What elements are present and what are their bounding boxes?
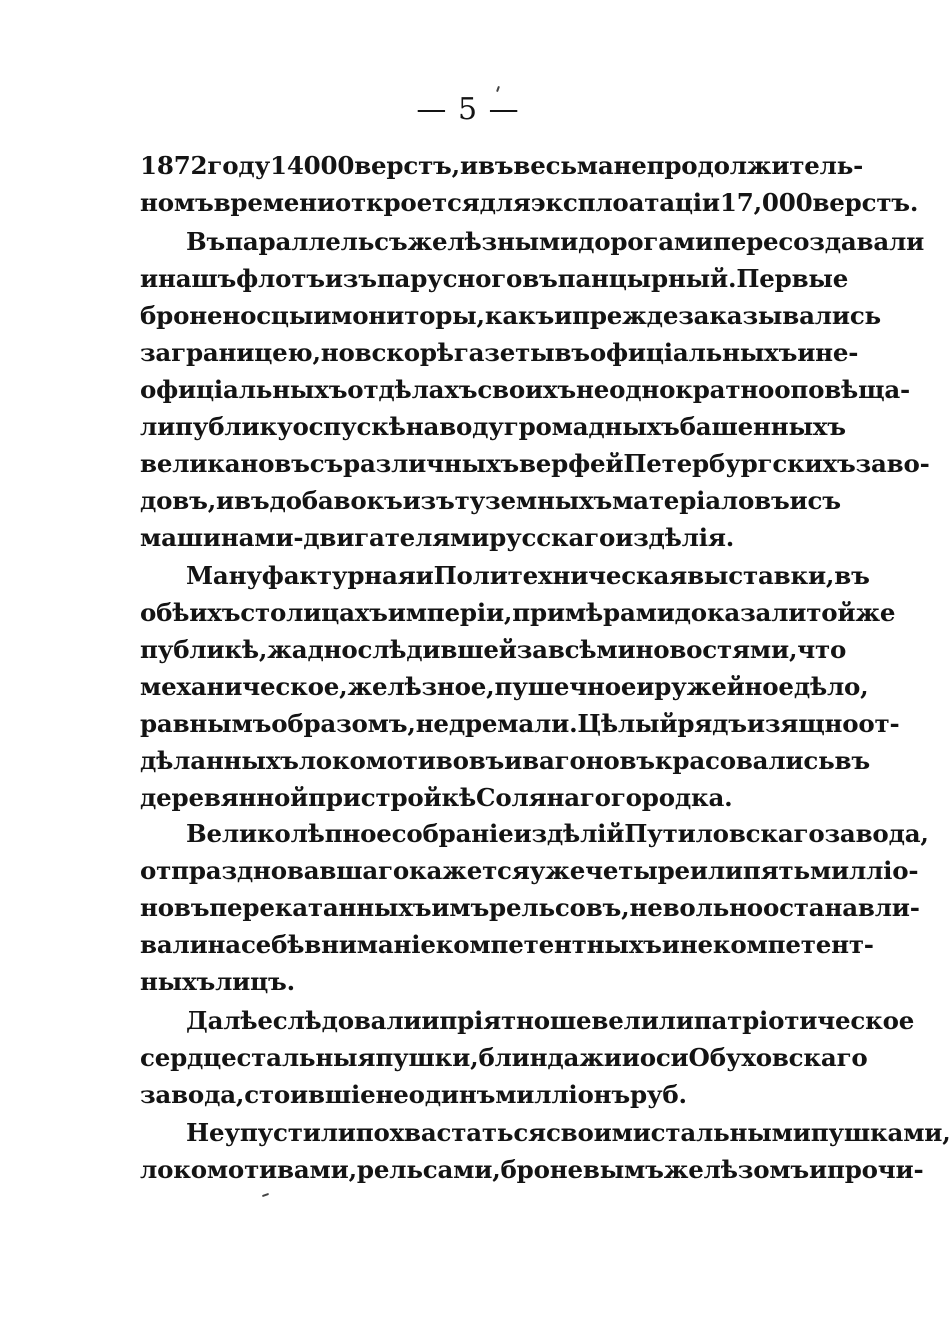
text-line [140, 557, 870, 594]
word: ли [140, 412, 176, 441]
text-line [140, 223, 925, 260]
word: перекатанныхъ [209, 893, 432, 922]
word: дорогами [578, 227, 713, 256]
word: заво- [855, 449, 930, 478]
word: башенныхъ [679, 412, 846, 441]
word: обѣихъ [140, 598, 241, 627]
word: Петербургскихъ [623, 449, 856, 478]
word: въ [234, 486, 270, 515]
word: милліо- [809, 856, 919, 885]
word: останавли- [762, 893, 920, 922]
word: своими [545, 1118, 651, 1147]
word: границею, [171, 338, 321, 367]
word: для [479, 188, 531, 217]
text-line [140, 445, 930, 482]
word: панцырный. [557, 264, 737, 293]
word: мониторы, [331, 301, 485, 330]
word: одинъ [408, 1080, 496, 1109]
word: или [689, 856, 743, 885]
word: великановъ [140, 449, 310, 478]
paragraph-5 [140, 1002, 915, 1113]
text-line [140, 184, 919, 221]
word: на [207, 930, 241, 959]
word: изящно [746, 709, 859, 738]
word: публику [175, 412, 293, 441]
word: локомотивами, [140, 1155, 357, 1184]
word: жадно [267, 635, 358, 664]
word: уже [529, 856, 586, 885]
word: пушками, [810, 1118, 951, 1147]
word: милліонъ [495, 1080, 630, 1109]
word: дремали. [448, 709, 578, 738]
text-line [140, 260, 849, 297]
word: новостями, [635, 635, 798, 664]
word: руб. [629, 1080, 687, 1109]
word: матеріаловъ [612, 486, 790, 515]
word: верстъ. [812, 188, 919, 217]
word: вскорѣ [354, 338, 454, 367]
word: себѣ [240, 930, 305, 959]
word: желѣзное, [347, 672, 495, 701]
word: оси [639, 1043, 689, 1072]
word: съ [807, 486, 841, 515]
word: флотъ [236, 264, 325, 293]
paragraph-1 [140, 147, 919, 221]
word: въ [477, 151, 514, 180]
word: лицъ. [215, 967, 295, 996]
word: въ [834, 746, 870, 775]
word: вагоновъ [522, 746, 655, 775]
word: въ [834, 561, 870, 590]
word: верстъ, [354, 151, 460, 180]
word: не [679, 930, 713, 959]
text-line [140, 631, 847, 668]
paragraph-4 [140, 815, 929, 1000]
paragraph-6 [140, 1114, 951, 1188]
word: компетентныхъ [435, 930, 662, 959]
word: и [415, 561, 434, 590]
word: броневымъ [500, 1155, 664, 1184]
word: новъ [140, 893, 210, 922]
word: имъ [431, 893, 490, 922]
word: от- [858, 709, 900, 738]
word: рельсовъ, [489, 893, 630, 922]
word: же [855, 598, 896, 627]
word: той [806, 598, 856, 627]
word: четыре [585, 856, 690, 885]
word: изъ [324, 264, 377, 293]
word: номъ [140, 188, 214, 217]
word: выставки, [687, 561, 835, 590]
word: о [292, 412, 309, 441]
text-line [140, 334, 859, 371]
word: въ [522, 264, 558, 293]
text-line [140, 1002, 915, 1039]
word: газеты [453, 338, 555, 367]
word: Не [186, 1118, 225, 1147]
word: красовались [654, 746, 835, 775]
word: рядъ [677, 709, 747, 738]
word: за [516, 635, 548, 664]
word: спускѣ [308, 412, 406, 441]
word: Мануфактурная [186, 561, 416, 590]
word: но [320, 338, 355, 367]
text-line [140, 926, 874, 963]
text-line [140, 963, 796, 1000]
word: пять [742, 856, 810, 885]
word: прежде [572, 301, 679, 330]
word: туземныхъ [454, 486, 613, 515]
word: Политехническая [433, 561, 688, 590]
word: въ [554, 338, 590, 367]
word: и [789, 486, 808, 515]
text-line [140, 371, 911, 408]
word: офиціальныхъ [140, 375, 348, 404]
word: офиціальныхъ [589, 338, 798, 367]
text-line [140, 668, 869, 705]
word: Великолѣпное [186, 819, 392, 848]
text-line [140, 742, 870, 779]
word: добавокъ [269, 486, 403, 515]
paragraph-2 [140, 223, 930, 556]
word: эксплоатаціи [530, 188, 720, 217]
text-line [140, 1076, 796, 1113]
word: 1872 [140, 151, 208, 180]
word: и [809, 1155, 827, 1184]
word: броненосцы [140, 301, 314, 330]
word: что [797, 635, 847, 664]
word: верфей [518, 449, 624, 478]
word: непродолжитель- [613, 151, 864, 180]
word: своихъ [477, 375, 576, 404]
word: различныхъ [343, 449, 519, 478]
text-line [140, 1151, 924, 1188]
word: и [140, 264, 158, 293]
text-line [140, 1114, 951, 1151]
word: завода, [824, 819, 929, 848]
text-line [140, 815, 929, 852]
word: русскаго [489, 523, 616, 552]
text-line [140, 889, 920, 926]
word: собраніе [391, 819, 514, 848]
text-line [140, 594, 896, 631]
word: механическое, [140, 672, 348, 701]
word: параллель [225, 227, 375, 256]
word: образомъ, [271, 709, 416, 738]
word: вниманіе [304, 930, 436, 959]
text-line [140, 1039, 868, 1076]
word: публикѣ, [140, 635, 268, 664]
text-line [140, 852, 919, 889]
word: отпраздновавшаго [140, 856, 409, 885]
word: примѣрами [512, 598, 675, 627]
word: компетент- [712, 930, 874, 959]
text-line [140, 519, 796, 556]
word: всѣми [547, 635, 636, 664]
word: Въ [186, 227, 226, 256]
word: не [375, 1080, 409, 1109]
word: стальныя [236, 1043, 376, 1072]
word: пріятно [439, 1006, 550, 1035]
word: патріотическое [693, 1006, 915, 1035]
word: слѣдовали [272, 1006, 422, 1035]
word: откроется [334, 188, 480, 217]
text-line [140, 408, 846, 445]
word: времени [213, 188, 335, 217]
word: желѣзными [407, 227, 579, 256]
word: съ [309, 449, 344, 478]
word: и [636, 672, 655, 701]
word: пересоздавали [712, 227, 925, 256]
word: кажется [408, 856, 530, 885]
page-number: — 5 — [416, 92, 520, 127]
word: Цѣлый [577, 709, 678, 738]
word: не- [815, 338, 859, 367]
word: весьма [513, 151, 614, 180]
word: воду [439, 412, 504, 441]
word: неоднократно [575, 375, 775, 404]
word: завода, [140, 1080, 245, 1109]
word: столицахъ [240, 598, 388, 627]
word: Далѣе [186, 1006, 273, 1035]
word: за [140, 338, 172, 367]
word: ныхъ [140, 967, 216, 996]
word: пушечное [494, 672, 637, 701]
word: изъ [402, 486, 455, 515]
text-line [140, 147, 864, 184]
word: пристройкѣ [308, 783, 477, 812]
word: равнымъ [140, 709, 272, 738]
word: оповѣща- [774, 375, 911, 404]
word: и [661, 930, 680, 959]
word: и [621, 1043, 640, 1072]
paragraph-3 [140, 557, 900, 816]
word: и [313, 301, 332, 330]
word: дѣланныхъ [140, 746, 299, 775]
text-line [140, 482, 841, 519]
scan-speck [262, 1193, 269, 1197]
word: блиндажи [478, 1043, 622, 1072]
word: довъ, [140, 486, 217, 515]
word: шевелили [549, 1006, 694, 1035]
word: заказывались [678, 301, 881, 330]
text-line [140, 297, 881, 334]
word: на [405, 412, 440, 441]
word: похвастаться [355, 1118, 546, 1147]
word: и [797, 338, 816, 367]
word: желѣзомъ [663, 1155, 810, 1184]
word: парусного [376, 264, 523, 293]
word: году [207, 151, 270, 180]
word: упустили [224, 1118, 356, 1147]
text-line [140, 779, 796, 816]
word: и [421, 1006, 440, 1035]
word: слѣдившей [357, 635, 517, 664]
word: рельсами, [356, 1155, 501, 1184]
word: не [415, 709, 449, 738]
word: вали [140, 930, 208, 959]
word: Первые [736, 264, 849, 293]
word: невольно [629, 893, 763, 922]
word: какъ [484, 301, 555, 330]
word: и [216, 486, 235, 515]
word: стальными [650, 1118, 811, 1147]
word: и [504, 746, 523, 775]
word: отдѣлахъ [347, 375, 478, 404]
word: доказали [674, 598, 807, 627]
word: издѣлій [513, 819, 625, 848]
word: Путиловскаго [624, 819, 825, 848]
word: ружейное [654, 672, 794, 701]
word: и [459, 151, 478, 180]
word: машинами-двигателями [140, 523, 490, 552]
word: деревянной [140, 783, 309, 812]
word: нашъ [157, 264, 237, 293]
word: издѣлія. [615, 523, 735, 552]
word: имперіи, [387, 598, 513, 627]
word: городка. [610, 783, 733, 812]
word: локомотивовъ [298, 746, 505, 775]
word: Обуховскаго [688, 1043, 868, 1072]
word: громадныхъ [503, 412, 680, 441]
word: 14000 [269, 151, 355, 180]
word: съ [374, 227, 408, 256]
word: 17,000 [719, 188, 813, 217]
word: дѣло, [793, 672, 869, 701]
text-line [140, 705, 900, 742]
word: сердце [140, 1043, 237, 1072]
word: пушки, [375, 1043, 479, 1072]
word: Солянаго [476, 783, 611, 812]
word: и [554, 301, 573, 330]
word: прочи- [827, 1155, 924, 1184]
word: стоившіе [244, 1080, 376, 1109]
